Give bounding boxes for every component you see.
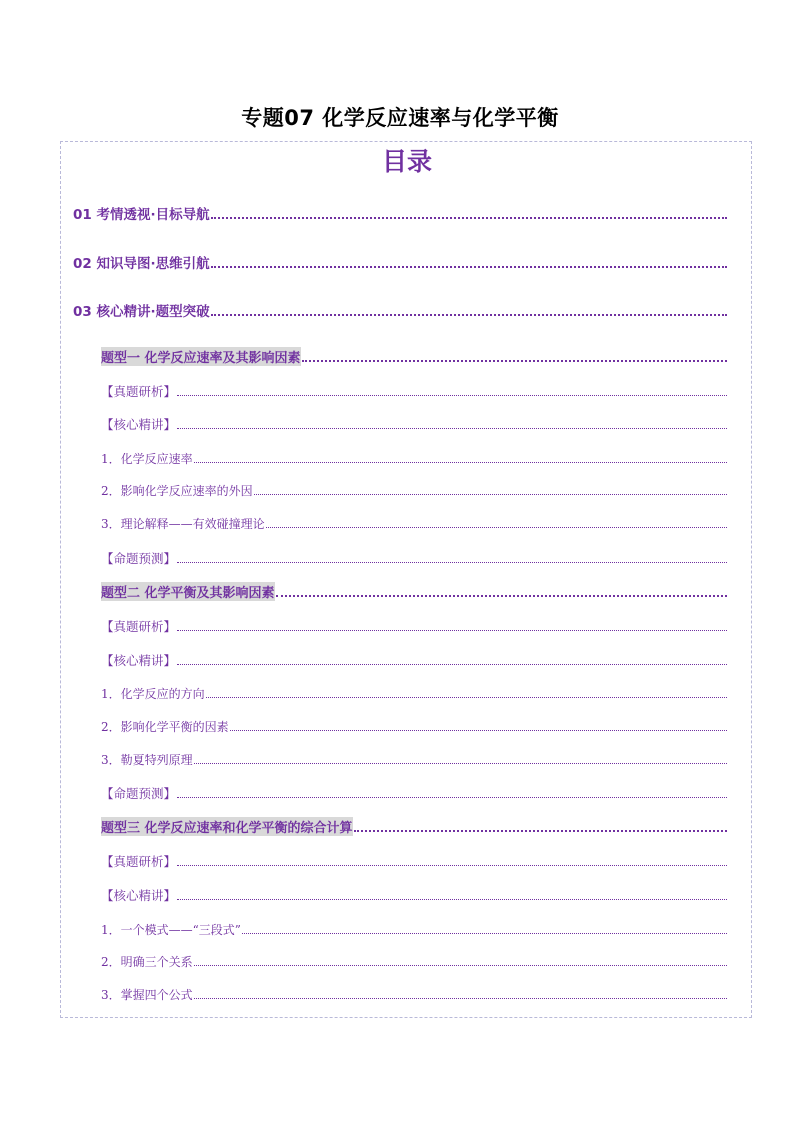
toc-entry-label: 题型二 化学平衡及其影响因素 (101, 582, 275, 601)
dot-leader (254, 494, 727, 495)
dot-leader (266, 527, 727, 528)
toc-entry-label: 【真题研析】 (101, 384, 177, 399)
toc-entry-subpoint[interactable] (101, 983, 727, 1003)
toc-entry-label: 2．明确三个关系 (101, 955, 193, 969)
toc-box (60, 141, 752, 1018)
toc-entry-tixing-2[interactable] (101, 581, 727, 601)
toc-entry-label: 01 考情透视·目标导航 (73, 207, 210, 223)
toc-entry-label: 【真题研析】 (101, 854, 177, 869)
toc-entry-label: 3．理论解释——有效碰撞理论 (101, 517, 265, 531)
toc-entry-hexin[interactable] (73, 300, 727, 320)
toc-entry-label: 1．一个模式——“三段式” (101, 923, 241, 937)
toc-heading: 目录 (381, 147, 432, 176)
dot-leader (354, 830, 727, 832)
toc-entry-subpoint[interactable] (101, 512, 727, 532)
toc-entry-subpoint[interactable] (101, 918, 727, 938)
toc-entry-hexinjingjiang[interactable] (101, 884, 727, 904)
toc-entry-label: 题型三 化学反应速率和化学平衡的综合计算 (101, 817, 353, 836)
toc-entry-label: 1．化学反应速率 (101, 452, 193, 466)
toc-entry-tixing-3[interactable] (101, 816, 727, 836)
toc-entry-label: 3．掌握四个公式 (101, 988, 193, 1002)
dot-leader (206, 697, 727, 698)
toc-entry-subpoint[interactable] (101, 715, 727, 735)
toc-entry-label: 2．影响化学平衡的因素 (101, 720, 229, 734)
toc-entry-subpoint[interactable] (101, 447, 727, 467)
toc-entry-subpoint[interactable] (101, 682, 727, 702)
dot-leader (177, 797, 727, 798)
toc-entry-hexinjingjiang[interactable] (101, 649, 727, 669)
toc-entry-label: 【核心精讲】 (101, 417, 177, 432)
document-title: 专题07 化学反应速率与化学平衡 (241, 106, 559, 130)
dot-leader (211, 266, 727, 268)
dot-leader (276, 595, 727, 597)
toc-entry-label: 03 核心精讲·题型突破 (73, 304, 210, 320)
dot-leader (194, 998, 727, 999)
dot-leader (242, 933, 727, 934)
dot-leader (177, 562, 727, 563)
toc-entry-tixing-1[interactable] (101, 346, 727, 366)
dot-leader (177, 664, 727, 665)
toc-entry-label: 02 知识导图·思维引航 (73, 256, 210, 272)
dot-leader (302, 360, 727, 362)
toc-entry-label: 【命题预测】 (101, 551, 177, 566)
dot-leader (177, 395, 727, 396)
toc-entry-subpoint[interactable] (101, 479, 727, 499)
toc-entry-mingti[interactable] (101, 782, 727, 802)
dot-leader (177, 899, 727, 900)
toc-entry-label: 题型一 化学反应速率及其影响因素 (101, 347, 301, 366)
dot-leader (177, 630, 727, 631)
toc-entry-subpoint[interactable] (101, 748, 727, 768)
toc-entry-label: 2．影响化学反应速率的外因 (101, 484, 253, 498)
toc-entry-label: 1．化学反应的方向 (101, 687, 205, 701)
dot-leader (211, 217, 727, 219)
dot-leader (194, 965, 727, 966)
toc-entry-label: 【核心精讲】 (101, 888, 177, 903)
toc-entry-subpoint[interactable] (101, 950, 727, 970)
toc-entry-mingti[interactable] (101, 547, 727, 567)
toc-entry-label: 3．勒夏特列原理 (101, 753, 193, 767)
dot-leader (194, 763, 727, 764)
toc-entry-zhishi[interactable] (73, 252, 727, 272)
toc-entry-label: 【真题研析】 (101, 619, 177, 634)
toc-entry-zhenti[interactable] (101, 615, 727, 635)
dot-leader (177, 428, 727, 429)
toc-entry-label: 【命题预测】 (101, 786, 177, 801)
toc-entry-kaoqing[interactable] (73, 203, 727, 223)
dot-leader (194, 462, 727, 463)
dot-leader (230, 730, 727, 731)
toc-entry-label: 【核心精讲】 (101, 653, 177, 668)
toc-entry-hexinjingjiang[interactable] (101, 413, 727, 433)
toc-entry-zhenti[interactable] (101, 380, 727, 400)
dot-leader (211, 314, 727, 316)
toc-entry-zhenti[interactable] (101, 850, 727, 870)
dot-leader (177, 865, 727, 866)
